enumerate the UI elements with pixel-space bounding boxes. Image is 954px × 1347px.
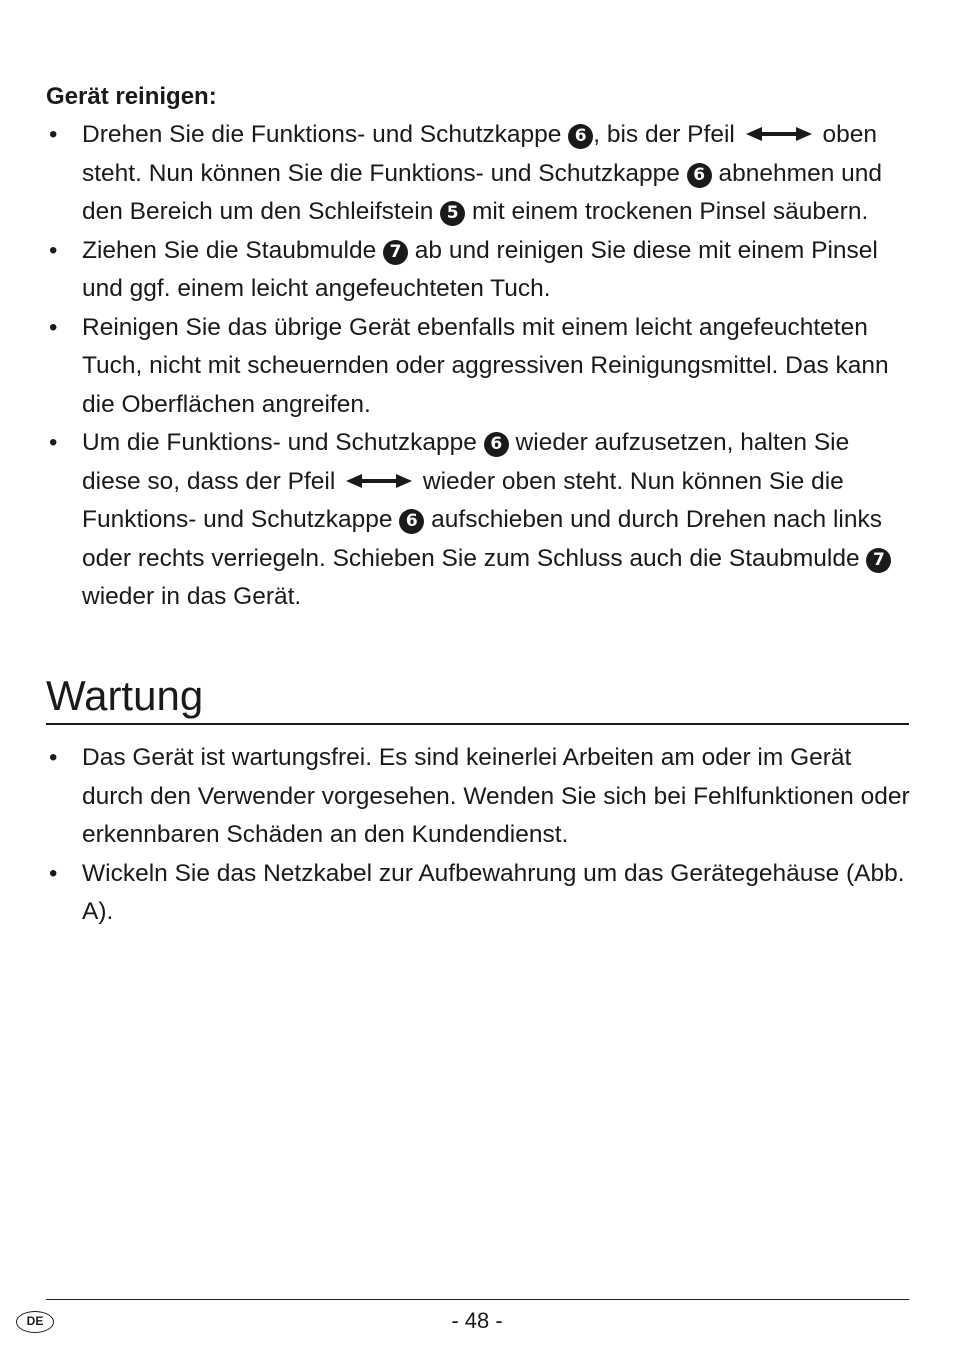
language-badge: DE [16, 1311, 54, 1333]
bullet: • [49, 236, 58, 264]
number-6-badge: 6 [568, 124, 593, 149]
section-title: Wartung [46, 672, 204, 719]
footer-divider [46, 1299, 909, 1300]
number-6-badge: 6 [399, 509, 424, 534]
bullet: • [49, 859, 58, 887]
page-number: - 48 - [451, 1308, 503, 1333]
item-text: oben steht. Nun können Sie die Funktions- und Schutzkappe [82, 121, 877, 187]
number-6-badge: 6 [687, 163, 712, 188]
item-text: , bis der Pfeil [593, 121, 742, 148]
list-item [46, 309, 912, 425]
item-text: Wickeln Sie das Netzkabel zur Aufbewahrung um das Gerätegehäuse (Abb. A). [82, 859, 905, 925]
list-item [46, 232, 912, 309]
double-arrow-icon [346, 471, 412, 491]
item-text: ab und reinigen Sie diese mit einem Pinsel und ggf. einem leicht angefeuchteten Tuch. [82, 236, 878, 302]
title-underline [46, 723, 909, 725]
list-item [46, 855, 912, 932]
bullet: • [49, 121, 58, 148]
bullet: • [49, 313, 58, 341]
cleaning-list [46, 116, 912, 617]
list-item [46, 424, 912, 617]
list-item [46, 739, 912, 855]
cleaning-heading: Gerät reinigen: [46, 83, 217, 110]
bullet: • [49, 744, 58, 771]
number-6-badge: 6 [484, 432, 509, 457]
maintenance-list [46, 739, 912, 932]
bullet: • [49, 429, 58, 456]
item-text: mit einem trockenen Pinsel säubern. [465, 198, 869, 225]
item-text: Um die Funktions- und Schutzkappe [82, 429, 484, 456]
item-text: aufschieben und durch Drehen nach links oder rechts verriegeln. Schieben Sie zum Schluss auch die Staubmulde [82, 506, 882, 572]
item-text: Drehen Sie die Funktions- und Schutzkappe [82, 121, 569, 148]
item-text: wieder aufzusetzen, halten Sie diese so, dass der Pfeil [82, 429, 850, 495]
double-arrow-icon [746, 124, 812, 144]
number-5-badge: 5 [440, 201, 465, 226]
item-text: abnehmen und den Bereich um den Schleifstein [82, 159, 882, 225]
item-text: Das Gerät ist wartungsfrei. Es sind keinerlei Arbeiten am oder im Gerät durch den Verwender vorgesehen. Wenden Sie sich bei Fehlfunktionen oder erkennbaren Schäden an den Kundendienst. [82, 744, 910, 848]
list-item [46, 116, 912, 232]
number-7-badge: 7 [866, 548, 891, 573]
item-text: Reinigen Sie das übrige Gerät ebenfalls mit einem leicht angefeuchteten Tuch, nicht mit scheuernden oder aggressiven Reinigungsmittel. Das kann die Oberflächen angreifen. [82, 313, 889, 418]
number-7-badge: 7 [383, 240, 408, 265]
item-text: Ziehen Sie die Staubmulde [82, 236, 383, 264]
item-text: wieder oben steht. Nun können Sie die Funktions- und Schutzkappe [82, 467, 844, 533]
item-text: wieder in das Gerät. [82, 583, 302, 610]
